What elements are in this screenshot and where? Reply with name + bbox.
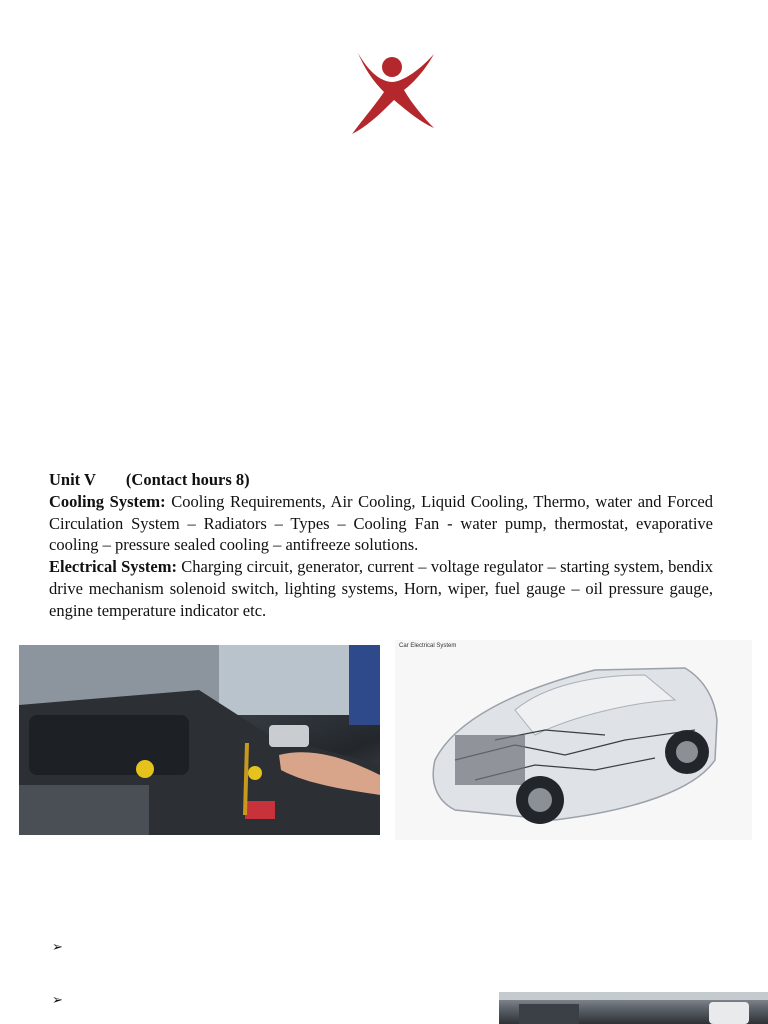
cooling-heading: Cooling System: [49,491,166,511]
engine-bay-illustration [19,645,380,835]
photo-caption: Car Electrical System [399,643,457,649]
bullet-marker: ➢ [52,993,63,1008]
engine-photo-bottom [499,992,768,1024]
car-electrical-photo [395,640,752,840]
electrical-paragraph [49,556,713,621]
engine-bay-photo [19,645,380,835]
syllabus-text [49,469,713,622]
figure-logo-icon [346,48,438,138]
bullet-marker: ➢ [52,940,63,955]
car-cutaway-illustration [395,640,752,840]
unit-title: Unit V [49,470,96,489]
electrical-heading: Electrical System: [49,557,177,577]
cooling-paragraph [49,491,713,556]
unit-hours: (Contact hours 8) [125,470,250,489]
unit-heading [49,469,713,491]
engine-bottom-illustration [499,992,768,1024]
electrical-text: Charging circuit, generator, current – voltage regulator – starting system, bendix drive mechanism solenoid switch, lighting systems, Horn, wiper, fuel gauge – oil pressure gauge, engine temperature indicator etc. [49,557,714,620]
cooling-text: Cooling Requirements, Air Cooling, Liquid Cooling, Thermo, water and Forced Circulation System – Radiators – Types – Cooling Fan - water pump, thermostat, evaporative cooling – pressure sealed cooling – antifreeze solutions. [49,491,713,555]
